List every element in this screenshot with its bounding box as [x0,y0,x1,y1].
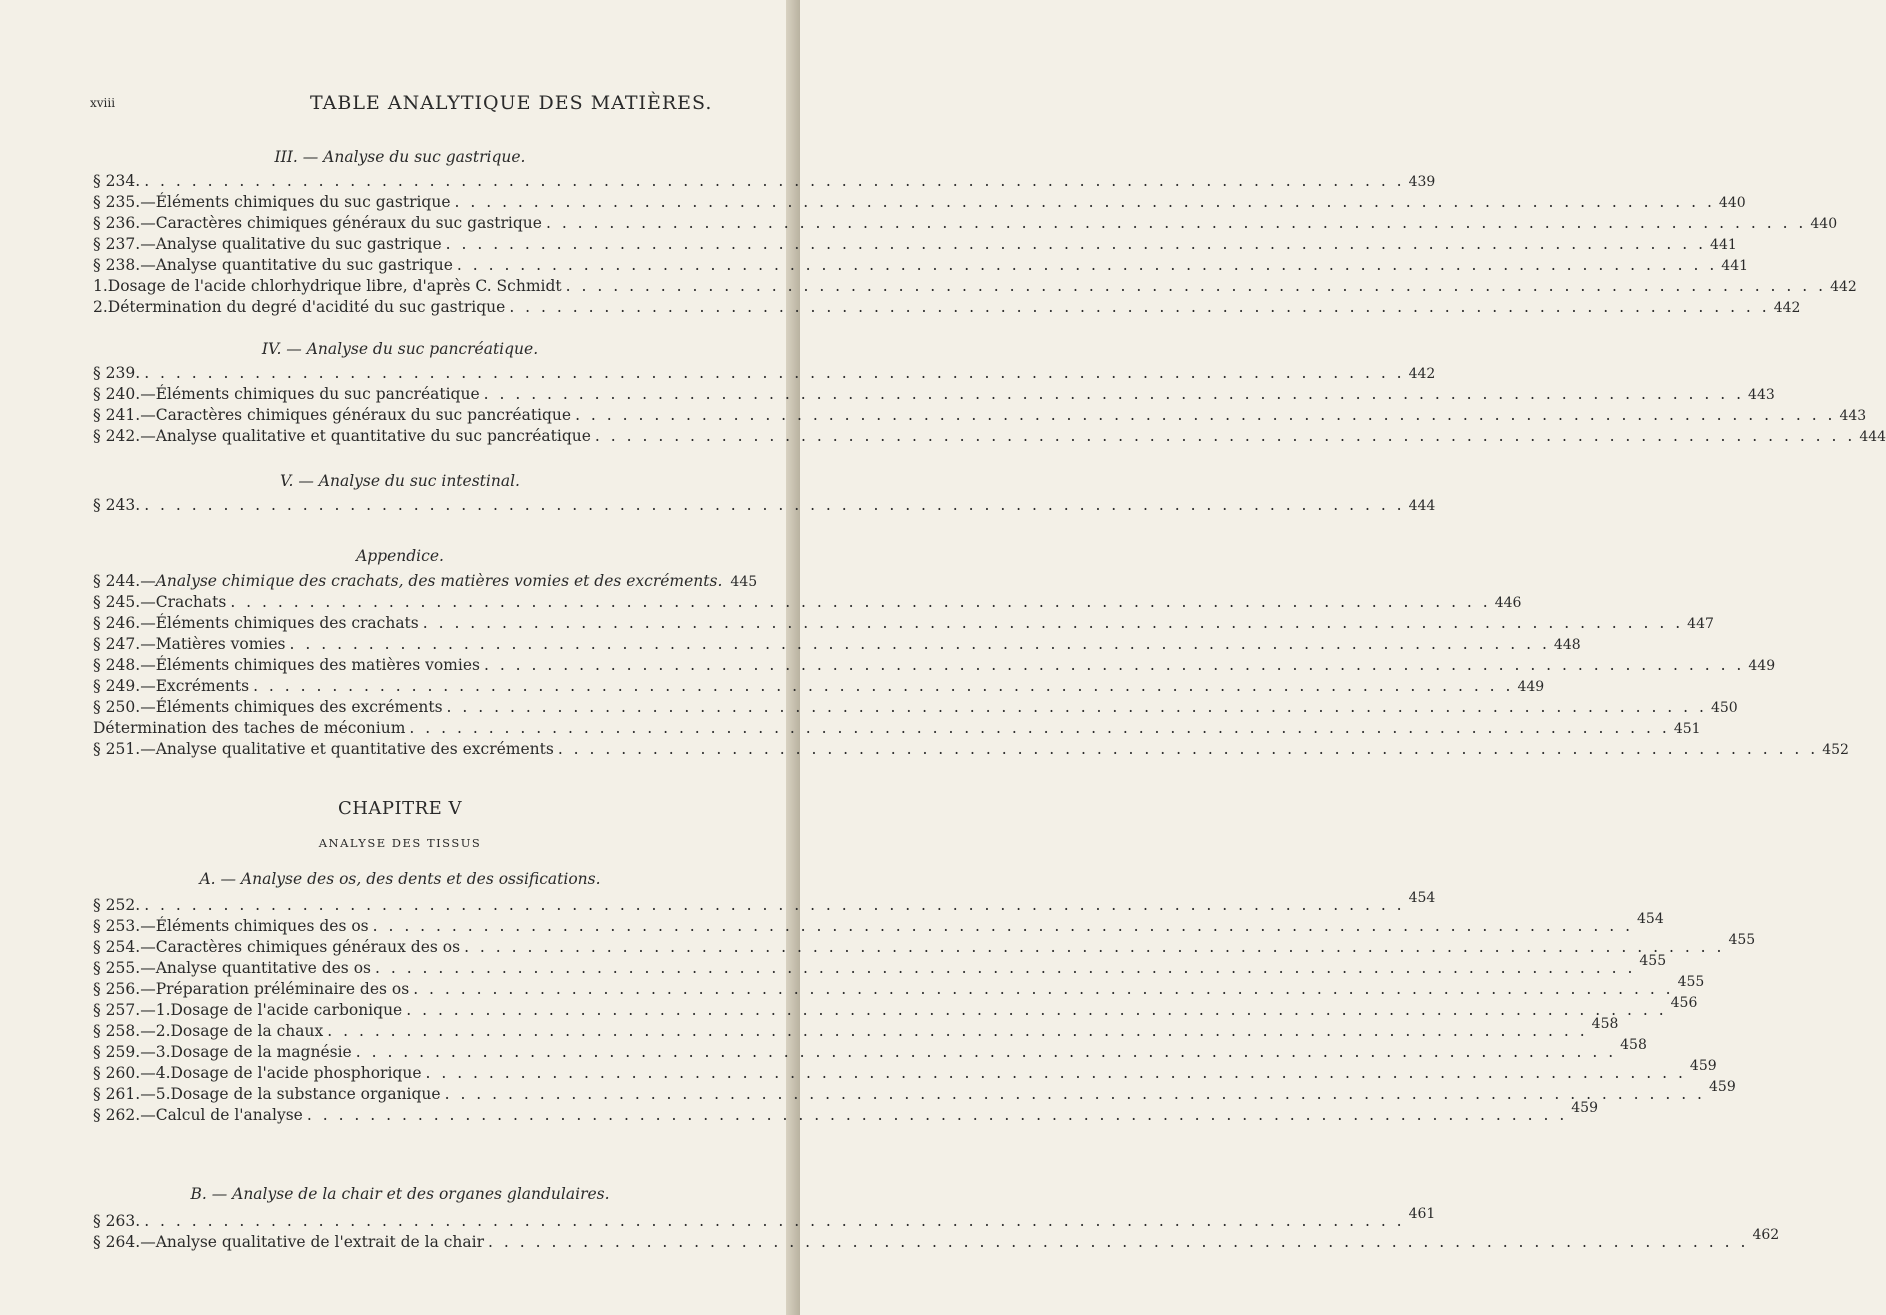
page-ref: 442 [1408,366,1436,382]
page-ref: 440 [1718,195,1746,211]
page-number: xviii [90,96,116,110]
page-ref: 445 [730,574,758,590]
toc-entry [93,911,1664,938]
section-number: § 248. [93,656,141,674]
toc-entry [93,572,758,593]
section-number: § 250. [93,698,141,716]
section-number: § 236. [93,214,141,232]
dot-leader: . . . . . . . . . . . . . . . . . . . . . . . . . . . . . . . . . . . . . . . . . . . . . . . . . . . . . . . . . . . . . . . . . . . . . . . . . . . . . . . . [488,1233,1749,1251]
dot-leader: . . . . . . . . . . . . . . . . . . . . . . . . . . . . . . . . . . . . . . . . . . . . . . . . . . . . . . . . . . . . . . . . . . . . . . . . . . . . . . . . [422,614,1684,632]
dot-leader: . . . . . . . . . . . . . . . . . . . . . . . . . . . . . . . . . . . . . . . . . . . . . . . . . . . . . . . . . . . . . . . . . . . . . . . . . . . . . . . . [306,1106,1568,1124]
section-number: § 264. [93,1233,141,1251]
entry-title: Préparation préléminaire des os [155,980,410,998]
section-number: § 242. [93,427,141,445]
toc-entry [93,1037,1647,1064]
dot-leader: . . . . . . . . . . . . . . . . . . . . . . . . . . . . . . . . . . . . . . . . . . . . . . . . . . . . . . . . . . . . . . . . . . . . . . . . . . . . . . . . [409,719,1670,737]
page-ref: 458 [1620,1037,1647,1053]
entry-title: Dosage de l'acide phosphorique [170,1064,422,1082]
page-ref: 444 [1408,498,1436,514]
dot-leader: . . . . . . . . . . . . . . . . . . . . . . . . . . . . . . . . . . . . . . . . . . . . . . . . . . . . . . . . . . . . . . . . . . . . . . . . . . . . . . . . [483,656,1745,674]
entry-title: Crachats [155,593,227,611]
page-ref: 450 [1710,700,1738,716]
dot-leader: . . . . . . . . . . . . . . . . . . . . . . . . . . . . . . . . . . . . . . . . . . . . . . . . . . . . . . . . . . . . . . . . . . . . . . . . . . . . . . . . [355,1043,1617,1061]
dot-leader: . . . . . . . . . . . . . . . . . . . . . . . . . . . . . . . . . . . . . . . . . . . . . . . . . . . . . . . . . . . . . . . . . . . . . . . . . . . . . . . . [464,938,1725,956]
section-number: § 235. [93,193,141,211]
entry-title: Dosage de la chaux [170,1022,324,1040]
entry-dash: — [140,938,156,956]
section-number: § 238. [93,256,141,274]
section-number: § 252. [93,896,141,914]
section-heading: A. — Analyse des os, des dents et des ossifications. [199,870,601,888]
entry-dash: — [140,677,156,695]
section-number: § 253. [93,917,141,935]
section-number: § 261. [93,1085,141,1103]
section-heading: B. — Analyse de la chair et des organes glandulaires. [190,1185,610,1203]
dot-leader: . . . . . . . . . . . . . . . . . . . . . . . . . . . . . . . . . . . . . . . . . . . . . . . . . . . . . . . . . . . . . . . . . . . . . . . . . . . . . . . . [374,959,1636,977]
entry-title: Caractères chimiques généraux des os [155,938,461,956]
entry-title: Dosage de la magnésie [170,1043,352,1061]
entry-title: Caractères chimiques généraux du suc gastrique [155,214,542,232]
toc-entry [93,995,1698,1022]
entry-title: Éléments chimiques du suc gastrique [155,193,451,211]
entry-dash: — [140,1001,156,1019]
page-ref: 446 [1494,595,1522,611]
page-ref: 443 [1748,387,1775,403]
entry-dash: — [140,385,156,403]
entry-dash: — [140,635,156,653]
entry-title: Calcul de l'analyse [155,1106,303,1124]
toc-entry [93,214,1838,235]
entry-title: Analyse qualitative de l'extrait de la chair [155,1233,485,1251]
dot-leader: . . . . . . . . . . . . . . . . . . . . . . . . . . . . . . . . . . . . . . . . . . . . . . . . . . . . . . . . . . . . . . . . . . . . . . . . . . . . . . . . [253,677,1514,695]
entry-title: Analyse quantitative du suc gastrique [155,256,453,274]
toc-entry [93,953,1667,980]
toc-entry [93,1016,1619,1043]
subentry-number: 3. [155,1043,171,1061]
page-ref: 449 [1517,679,1545,695]
toc-entry [93,740,1849,761]
page-ref: 455 [1639,953,1667,969]
section-number: § 263. [93,1212,141,1230]
page-ref: 441 [1710,237,1737,253]
page-ref: 441 [1721,258,1749,274]
toc-entry [93,677,1545,698]
section-number: § 239. [93,364,141,382]
toc-entry [93,593,1522,614]
entry-dash: — [140,427,156,445]
section-number: § 237. [93,235,141,253]
section-heading: III. — Analyse du suc gastrique. [274,148,526,166]
toc-entry [93,719,1701,740]
section-number: § 256. [93,980,141,998]
page-header [0,92,800,116]
page-ref: 449 [1748,658,1776,674]
entry-dash: — [140,256,156,274]
entry-title: Dosage de l'acide chlorhydrique libre, d'après C. Schmidt [107,277,562,295]
dot-leader: . . . . . . . . . . . . . . . . . . . . . . . . . . . . . . . . . . . . . . . . . . . . . . . . . . . . . . . . . . . . . . . . . . . . . . . . . . . . . . . . [144,896,1405,914]
entry-dash: — [140,572,156,590]
page-ref: 452 [1822,742,1849,758]
entry-title: Éléments chimiques du suc pancréatique [155,385,480,403]
section-number: § 260. [93,1064,141,1082]
toc-entry [93,890,1436,917]
entry-dash: — [140,980,156,998]
entry-title: Analyse quantitative des os [155,959,371,977]
entry-dash: — [140,959,156,977]
dot-leader: . . . . . . . . . . . . . . . . . . . . . . . . . . . . . . . . . . . . . . . . . . . . . . . . . . . . . . . . . . . . . . . . . . . . . . . . . . . . . . . . [144,496,1405,514]
page-ref: 459 [1689,1058,1717,1074]
entry-title: Matières vomies [155,635,286,653]
toc-entry [93,406,1867,427]
page-ref: 444 [1859,429,1886,445]
toc-entry [93,1058,1717,1085]
page-ref: 459 [1571,1100,1598,1116]
dot-leader: . . . . . . . . . . . . . . . . . . . . . . . . . . . . . . . . . . . . . . . . . . . . . . . . . . . . . . . . . . . . . . . . . . . . . . . . . . . . . . . . [144,1212,1405,1230]
toc-entry [93,635,1581,656]
page-ref: 458 [1591,1016,1619,1032]
toc-entry [93,256,1749,277]
dot-leader: . . . . . . . . . . . . . . . . . . . . . . . . . . . . . . . . . . . . . . . . . . . . . . . . . . . . . . . . . . . . . . . . . . . . . . . . . . . . . . . . [454,193,1715,211]
page-ref: 451 [1673,721,1701,737]
toc-entry [93,1227,1780,1254]
section-number: § 234. [93,172,141,190]
entry-title: Analyse chimique des crachats, des matières vomies et des excréments. [155,572,723,590]
toc-entry [93,656,1776,677]
dot-leader: . . . . . . . . . . . . . . . . . . . . . . . . . . . . . . . . . . . . . . . . . . . . . . . . . . . . . . . . . . . . . . . . . . . . . . . . . . . . . . . . [557,740,1819,758]
toc-entry [93,1079,1736,1106]
section-number: § 257. [93,1001,141,1019]
subentry-number: 2. [93,298,108,316]
dot-leader: . . . . . . . . . . . . . . . . . . . . . . . . . . . . . . . . . . . . . . . . . . . . . . . . . . . . . . . . . . . . . . . . . . . . . . . . . . . . . . . . [509,298,1770,316]
entry-dash: — [140,593,156,611]
entry-title: Détermination des taches de méconium [93,719,406,737]
entry-title: Dosage de la substance organique [170,1085,441,1103]
entry-title: Analyse qualitative et quantitative du suc pancréatique [155,427,591,445]
dot-leader: . . . . . . . . . . . . . . . . . . . . . . . . . . . . . . . . . . . . . . . . . . . . . . . . . . . . . . . . . . . . . . . . . . . . . . . . . . . . . . . . [545,214,1807,232]
entry-title: Analyse qualitative et quantitative des excréments [155,740,554,758]
dot-leader: . . . . . . . . . . . . . . . . . . . . . . . . . . . . . . . . . . . . . . . . . . . . . . . . . . . . . . . . . . . . . . . . . . . . . . . . . . . . . . . . [413,980,1674,998]
section-number: § 254. [93,938,141,956]
entry-dash: — [140,1064,156,1082]
entry-title: Éléments chimiques des crachats [155,614,419,632]
dot-leader: . . . . . . . . . . . . . . . . . . . . . . . . . . . . . . . . . . . . . . . . . . . . . . . . . . . . . . . . . . . . . . . . . . . . . . . . . . . . . . . . [565,277,1827,295]
toc-entry [93,974,1705,1001]
toc-entry [93,698,1738,719]
toc-entry [93,277,1857,298]
entry-dash: — [140,235,156,253]
section-number: § 247. [93,635,141,653]
entry-dash: — [140,917,156,935]
dot-leader: . . . . . . . . . . . . . . . . . . . . . . . . . . . . . . . . . . . . . . . . . . . . . . . . . . . . . . . . . . . . . . . . . . . . . . . . . . . . . . . . [483,385,1745,403]
entry-dash: — [140,698,156,716]
page-ref: 455 [1677,974,1705,990]
entry-title: Analyse qualitative du suc gastrique [155,235,442,253]
page-ref: 447 [1687,616,1714,632]
subentry-number: 5. [155,1085,171,1103]
page-ref: 454 [1637,911,1664,927]
page-ref: 455 [1728,932,1756,948]
page-ref: 440 [1810,216,1838,232]
dot-leader: . . . . . . . . . . . . . . . . . . . . . . . . . . . . . . . . . . . . . . . . . . . . . . . . . . . . . . . . . . . . . . . . . . . . . . . . . . . . . . . . [327,1022,1588,1040]
section-number: § 259. [93,1043,141,1061]
entry-dash: — [140,1233,156,1251]
entry-dash: — [140,1085,156,1103]
dot-leader: . . . . . . . . . . . . . . . . . . . . . . . . . . . . . . . . . . . . . . . . . . . . . . . . . . . . . . . . . . . . . . . . . . . . . . . . . . . . . . . . [144,364,1405,382]
entry-dash: — [140,1106,156,1124]
section-number: § 246. [93,614,141,632]
section-number: § 251. [93,740,141,758]
entry-dash: — [140,740,156,758]
entry-title: Éléments chimiques des matières vomies [155,656,480,674]
entry-dash: — [140,614,156,632]
dot-leader: . . . . . . . . . . . . . . . . . . . . . . . . . . . . . . . . . . . . . . . . . . . . . . . . . . . . . . . . . . . . . . . . . . . . . . . . . . . . . . . . [230,593,1491,611]
section-number: § 241. [93,406,141,424]
dot-leader: . . . . . . . . . . . . . . . . . . . . . . . . . . . . . . . . . . . . . . . . . . . . . . . . . . . . . . . . . . . . . . . . . . . . . . . . . . . . . . . . [406,1001,1667,1019]
entry-title: Excréments [155,677,250,695]
dot-leader: . . . . . . . . . . . . . . . . . . . . . . . . . . . . . . . . . . . . . . . . . . . . . . . . . . . . . . . . . . . . . . . . . . . . . . . . . . . . . . . . [594,427,1856,445]
toc-entry [93,172,1436,193]
chapter-title: CHAPITRE V [337,798,463,819]
entry-dash: — [140,406,156,424]
page-ref: 442 [1773,300,1801,316]
entry-dash: — [140,193,156,211]
dot-leader: . . . . . . . . . . . . . . . . . . . . . . . . . . . . . . . . . . . . . . . . . . . . . . . . . . . . . . . . . . . . . . . . . . . . . . . . . . . . . . . . [144,172,1405,190]
toc-entry [93,1100,1598,1127]
toc-entry [93,385,1775,406]
toc-entry [93,932,1756,959]
page-ref: 454 [1408,890,1436,906]
toc-entry [93,193,1746,214]
page-ref: 448 [1553,637,1581,653]
dot-leader: . . . . . . . . . . . . . . . . . . . . . . . . . . . . . . . . . . . . . . . . . . . . . . . . . . . . . . . . . . . . . . . . . . . . . . . . . . . . . . . . [372,917,1634,935]
subentry-number: 4. [155,1064,171,1082]
section-number: § 243. [93,496,141,514]
entry-dash: — [140,214,156,232]
toc-entry [93,1206,1436,1233]
entry-title: Dosage de l'acide carbonique [170,1001,403,1019]
entry-dash: — [140,1022,156,1040]
toc-entry [93,235,1737,256]
page-ref: 456 [1670,995,1698,1011]
section-number: § 245. [93,593,141,611]
subentry-number: 2. [155,1022,171,1040]
section-number: § 240. [93,385,141,403]
section-number: § 255. [93,959,141,977]
entry-title: Éléments chimiques des os [155,917,369,935]
page-ref: 442 [1830,279,1857,295]
dot-leader: . . . . . . . . . . . . . . . . . . . . . . . . . . . . . . . . . . . . . . . . . . . . . . . . . . . . . . . . . . . . . . . . . . . . . . . . . . . . . . . . [425,1064,1686,1082]
page-ref: 439 [1408,174,1436,190]
dot-leader: . . . . . . . . . . . . . . . . . . . . . . . . . . . . . . . . . . . . . . . . . . . . . . . . . . . . . . . . . . . . . . . . . . . . . . . . . . . . . . . . [456,256,1718,274]
section-number: § 262. [93,1106,141,1124]
subentry-number: 1. [93,277,108,295]
entry-dash: — [140,1043,156,1061]
toc-entry [93,496,1436,517]
section-number: § 244. [93,572,141,590]
entry-title: Caractères chimiques généraux du suc pancréatique [155,406,572,424]
page-ref: 462 [1752,1227,1780,1243]
toc-entry [93,614,1714,635]
toc-entry [93,298,1801,319]
dot-leader: . . . . . . . . . . . . . . . . . . . . . . . . . . . . . . . . . . . . . . . . . . . . . . . . . . . . . . . . . . . . . . . . . . . . . . . . . . . . . . . . [444,1085,1705,1103]
toc-entry [93,427,1886,448]
dot-leader: . . . . . . . . . . . . . . . . . . . . . . . . . . . . . . . . . . . . . . . . . . . . . . . . . . . . . . . . . . . . . . . . . . . . . . . . . . . . . . . . [289,635,1550,653]
page-ref: 461 [1408,1206,1436,1222]
entry-title: Éléments chimiques des excréments [155,698,443,716]
dot-leader: . . . . . . . . . . . . . . . . . . . . . . . . . . . . . . . . . . . . . . . . . . . . . . . . . . . . . . . . . . . . . . . . . . . . . . . . . . . . . . . . [445,235,1707,253]
chapter-subtitle: ANALYSE DES TISSUS [318,836,482,850]
section-number: § 258. [93,1022,141,1040]
subentry-number: 1. [155,1001,171,1019]
page-ref: 459 [1709,1079,1736,1095]
page-ref: 443 [1839,408,1867,424]
entry-dash: — [140,656,156,674]
section-heading: Appendice. [356,547,444,565]
dot-leader: . . . . . . . . . . . . . . . . . . . . . . . . . . . . . . . . . . . . . . . . . . . . . . . . . . . . . . . . . . . . . . . . . . . . . . . . . . . . . . . . [446,698,1707,716]
toc-entry [93,364,1436,385]
section-heading: IV. — Analyse du suc pancréatique. [261,340,539,358]
running-title: TABLE ANALYTIQUE DES MATIÈRES. [310,92,713,114]
dot-leader: . . . . . . . . . . . . . . . . . . . . . . . . . . . . . . . . . . . . . . . . . . . . . . . . . . . . . . . . . . . . . . . . . . . . . . . . . . . . . . . . [575,406,1836,424]
section-heading: V. — Analyse du suc intestinal. [280,472,520,490]
section-number: § 249. [93,677,141,695]
entry-title: Détermination du degré d'acidité du suc gastrique [107,298,506,316]
